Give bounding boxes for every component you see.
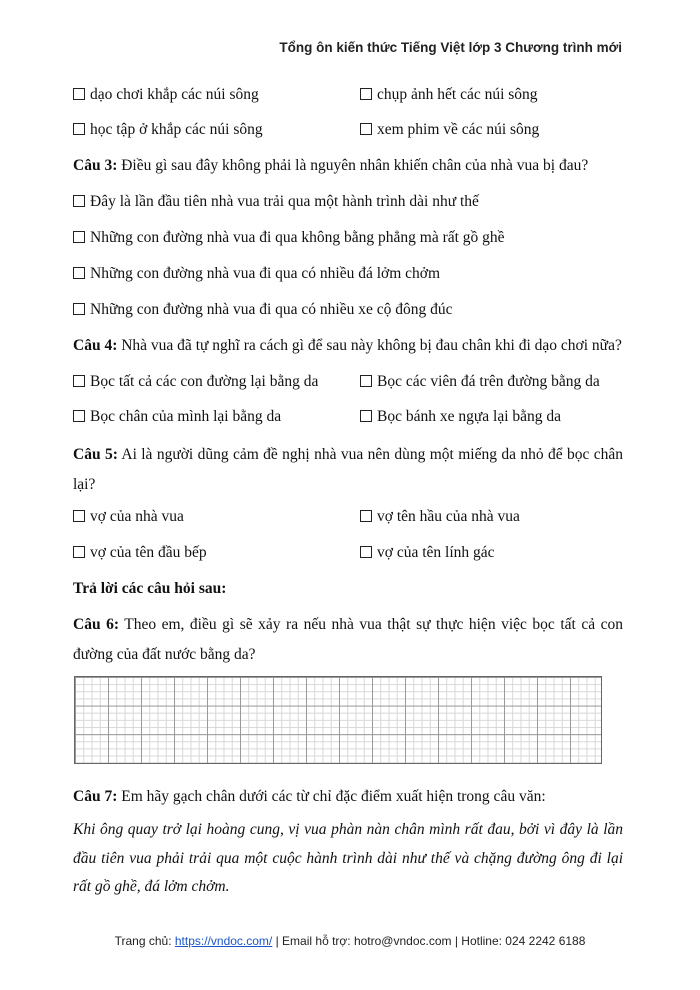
checkbox-icon[interactable]: [360, 510, 372, 522]
q3-option-4[interactable]: Những con đường nhà vua đi qua có nhiều xe cộ đông đúc: [73, 301, 452, 319]
q3-option-1[interactable]: Đây là lần đầu tiên nhà vua trải qua một hành trình dài như thế: [73, 193, 479, 211]
q3-question: Câu 3: Điều gì sau đây không phải là nguyên nhân khiến chân của nhà vua bị đau?: [73, 157, 589, 174]
checkbox-icon[interactable]: [360, 410, 372, 422]
checkbox-icon[interactable]: [73, 123, 85, 135]
q5-option-4[interactable]: vợ của tên lính gác: [360, 544, 495, 562]
q4-option-3[interactable]: Bọc chân của mình lại bằng da: [73, 408, 281, 426]
answer-grid[interactable]: [74, 676, 602, 764]
checkbox-icon[interactable]: [73, 303, 85, 315]
q5-option-1[interactable]: vợ của nhà vua: [73, 508, 184, 526]
checkbox-icon[interactable]: [360, 375, 372, 387]
checkbox-icon[interactable]: [360, 88, 372, 100]
q7-question: Câu 7: Em hãy gạch chân dưới các từ chỉ đặc điểm xuất hiện trong câu văn:: [73, 788, 546, 805]
q5-question: Câu 5: Ai là người dũng cảm đề nghị nhà vua nên dùng một miếng da nhỏ để bọc chân lại?: [73, 446, 623, 493]
checkbox-icon[interactable]: [73, 375, 85, 387]
q4-option-2[interactable]: Bọc các viên đá trên đường bằng da: [360, 373, 600, 391]
q4-question: Câu 4: Nhà vua đã tự nghĩ ra cách gì để sau này không bị đau chân khi đi dạo chơi nữa?: [73, 337, 622, 354]
home-link[interactable]: https://vndoc.com/: [174, 934, 273, 948]
checkbox-icon[interactable]: [73, 88, 85, 100]
q3-option-3[interactable]: Những con đường nhà vua đi qua có nhiều đá lởm chởm: [73, 265, 440, 283]
page-footer: Trang chủ: https://vndoc.com/ | Email hỗ trợ: hotro@vndoc.com | Hotline: 024 2242 6188: [114, 934, 586, 948]
q3-option-2[interactable]: Những con đường nhà vua đi qua không bằng phẳng mà rất gồ ghề: [73, 229, 505, 247]
q4-option-4[interactable]: Bọc bánh xe ngựa lại bằng da: [360, 408, 561, 426]
checkbox-icon[interactable]: [360, 546, 372, 558]
q7-quote: Khi ông quay trở lại hoàng cung, vị vua phàn nàn chân mình rất đau, bởi vì đây là lần đầu tiên vua phải trải qua một cuộc hành trình dài như thế và chặng đường ông đi lại rất gồ ghề, đá lởm chởm.: [73, 821, 623, 895]
checkbox-icon[interactable]: [73, 510, 85, 522]
checkbox-icon[interactable]: [73, 546, 85, 558]
checkbox-icon[interactable]: [73, 267, 85, 279]
checkbox-icon[interactable]: [73, 195, 85, 207]
q2-option-2[interactable]: chụp ảnh hết các núi sông: [360, 86, 538, 104]
section-title: Trả lời các câu hỏi sau:: [73, 580, 227, 597]
q6-question: Câu 6: Theo em, điều gì sẽ xảy ra nếu nhà vua thật sự thực hiện việc bọc tất cả con đường của đất nước bằng da?: [73, 616, 623, 663]
q2-option-3[interactable]: học tập ở khắp các núi sông: [73, 121, 263, 139]
q2-option-4[interactable]: xem phim về các núi sông: [360, 121, 539, 139]
page-header: Tổng ôn kiến thức Tiếng Việt lớp 3 Chương trình mới: [279, 40, 622, 55]
checkbox-icon[interactable]: [360, 123, 372, 135]
q4-option-1[interactable]: Bọc tất cả các con đường lại bằng da: [73, 373, 318, 391]
q5-option-2[interactable]: vợ tên hầu của nhà vua: [360, 508, 520, 526]
checkbox-icon[interactable]: [73, 231, 85, 243]
checkbox-icon[interactable]: [73, 410, 85, 422]
q5-option-3[interactable]: vợ của tên đầu bếp: [73, 544, 207, 562]
q2-option-1[interactable]: dạo chơi khắp các núi sông: [73, 86, 259, 104]
